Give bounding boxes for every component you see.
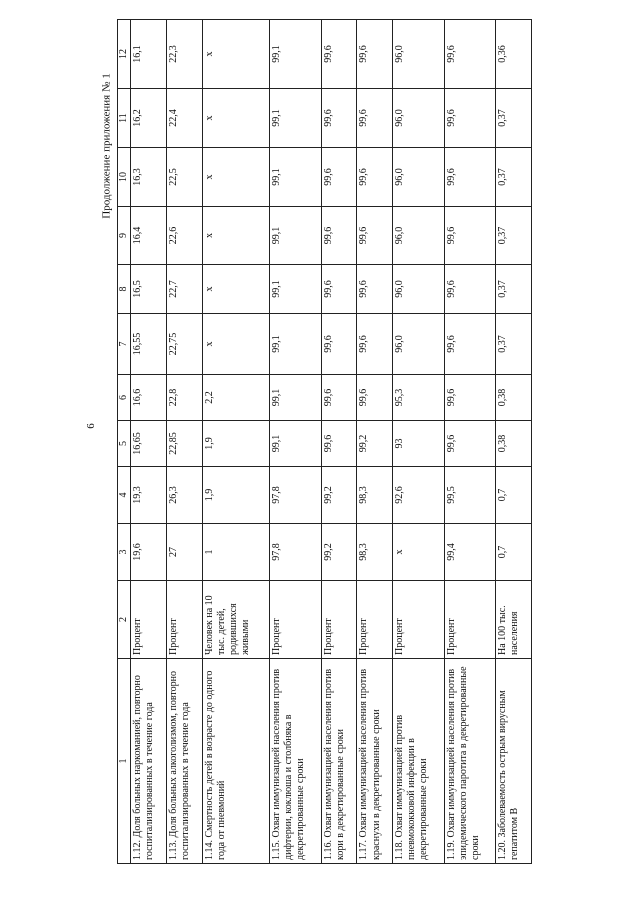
value-cell: 99,1 [270,89,322,148]
unit-cell: Человек на 10 тыс. детей, родившихся живыми [202,581,269,659]
value-cell: 0,38 [496,421,532,467]
value-cell: 99,6 [357,89,393,148]
value-cell: 1,9 [202,421,269,467]
column-header: 8 [118,265,131,314]
value-cell: 97,8 [270,467,322,524]
table-row [444,20,496,864]
value-cell: 99,6 [444,20,496,89]
value-cell: 99,1 [270,421,322,467]
value-cell: 99,6 [321,265,357,314]
value-cell: 1 [202,524,269,581]
value-cell: 22,5 [166,148,202,207]
indicator-name-cell: 1.20. Заболеваемость острым вирусным гепатитом В [496,659,532,864]
value-cell: 27 [166,524,202,581]
value-cell: 96,0 [393,20,445,89]
value-cell: 99,6 [321,314,357,375]
value-cell: 16,55 [131,314,167,375]
value-cell: 99,6 [357,375,393,421]
value-cell: 99,6 [357,314,393,375]
unit-cell: Процент [166,581,202,659]
indicators-table [117,19,532,864]
value-cell: 99,6 [357,207,393,265]
indicator-name-cell: 1.12. Доля больных наркоманией, повторно госпитализированных в течение года [131,659,167,864]
indicator-name-cell: 1.14. Смертность детей в возрасте до одного года от пневмоний [202,659,269,864]
indicator-name-cell: 1.16. Охват иммунизацией населения против кори в декретированные сроки [321,659,357,864]
value-cell: 93 [393,421,445,467]
column-header: 7 [118,314,131,375]
table-row [131,20,167,864]
value-cell: 95,3 [393,375,445,421]
unit-cell: На 100 тыс. населения [496,581,532,659]
value-cell: 22,75 [166,314,202,375]
value-cell: 22,85 [166,421,202,467]
value-cell: 16,5 [131,265,167,314]
table-row [321,20,357,864]
value-cell: 0,37 [496,148,532,207]
unit-cell: Процент [393,581,445,659]
unit-cell: Процент [321,581,357,659]
appendix-heading: Продолжение приложения № 1 [100,73,113,219]
column-header: 4 [118,467,131,524]
value-cell: 0,7 [496,467,532,524]
value-cell: 22,7 [166,265,202,314]
table-row [393,20,445,864]
value-cell: 0,37 [496,314,532,375]
value-cell: 99,2 [321,467,357,524]
value-cell: 99,6 [321,20,357,89]
table-header-row [118,20,131,864]
column-header: 2 [118,581,131,659]
value-cell: 16,1 [131,20,167,89]
value-cell: 2,2 [202,375,269,421]
value-cell: 0,36 [496,20,532,89]
column-header: 9 [118,207,131,265]
value-cell: x [202,207,269,265]
table-row [202,20,269,864]
value-cell: 99,6 [357,148,393,207]
value-cell: 99,1 [270,375,322,421]
table-row [357,20,393,864]
value-cell: 99,6 [321,89,357,148]
column-header: 11 [118,89,131,148]
column-header: 12 [118,20,131,89]
value-cell: 16,4 [131,207,167,265]
rotated-table-frame [117,20,532,864]
value-cell: 99,6 [444,265,496,314]
table-body [131,20,532,864]
value-cell: 16,3 [131,148,167,207]
value-cell: x [393,524,445,581]
table-row [270,20,322,864]
value-cell: 0,38 [496,375,532,421]
value-cell: 99,6 [357,20,393,89]
value-cell: x [202,89,269,148]
value-cell: 99,2 [357,421,393,467]
indicator-name-cell: 1.15. Охват иммунизацией населения против дифтерии, коклюша и столбняка в декретированные сроки [270,659,322,864]
column-header: 1 [118,659,131,864]
table-row [496,20,532,864]
value-cell: 99,1 [270,20,322,89]
page-number: 6 [84,423,97,429]
value-cell: 98,3 [357,524,393,581]
value-cell: 0,37 [496,207,532,265]
table-row [166,20,202,864]
value-cell: 0,7 [496,524,532,581]
value-cell: 99,6 [444,207,496,265]
value-cell: 16,2 [131,89,167,148]
value-cell: 19,3 [131,467,167,524]
value-cell: 99,6 [444,421,496,467]
value-cell: 22,4 [166,89,202,148]
unit-cell: Процент [357,581,393,659]
value-cell: x [202,265,269,314]
value-cell: 99,1 [270,265,322,314]
unit-cell: Процент [270,581,322,659]
value-cell: 96,0 [393,89,445,148]
indicator-name-cell: 1.19. Охват иммунизацией населения против эпидемического паротита в декретированные сроки [444,659,496,864]
indicator-name-cell: 1.13. Доля больных алкоголизмом, повторно госпитализированных в течение года [166,659,202,864]
value-cell: 99,6 [321,421,357,467]
value-cell: 99,1 [270,148,322,207]
value-cell: 99,1 [270,314,322,375]
value-cell: 22,3 [166,20,202,89]
value-cell: 99,6 [444,89,496,148]
value-cell: 0,37 [496,89,532,148]
value-cell: 96,0 [393,148,445,207]
value-cell: 92,6 [393,467,445,524]
value-cell: 98,3 [357,467,393,524]
column-header: 10 [118,148,131,207]
value-cell: 97,8 [270,524,322,581]
value-cell: 26,3 [166,467,202,524]
value-cell: 99,5 [444,467,496,524]
column-header: 6 [118,375,131,421]
value-cell: x [202,148,269,207]
value-cell: 19,6 [131,524,167,581]
unit-cell: Процент [444,581,496,659]
value-cell: 99,6 [321,375,357,421]
value-cell: 99,2 [321,524,357,581]
value-cell: 99,6 [357,265,393,314]
column-header: 5 [118,421,131,467]
value-cell: 99,6 [444,148,496,207]
value-cell: 1,9 [202,467,269,524]
value-cell: 22,6 [166,207,202,265]
value-cell: 99,4 [444,524,496,581]
value-cell: 99,6 [444,375,496,421]
value-cell: 99,6 [444,314,496,375]
value-cell: 22,8 [166,375,202,421]
value-cell: 16,6 [131,375,167,421]
value-cell: x [202,314,269,375]
indicator-name-cell: 1.17. Охват иммунизацией населения против краснухи в декретированные сроки [357,659,393,864]
value-cell: 96,0 [393,314,445,375]
value-cell: 96,0 [393,265,445,314]
column-header: 3 [118,524,131,581]
value-cell: x [202,20,269,89]
indicator-name-cell: 1.18. Охват иммунизацией против пневмококковой инфекции в декретированные сроки [393,659,445,864]
value-cell: 0,37 [496,265,532,314]
value-cell: 99,6 [321,148,357,207]
value-cell: 16,65 [131,421,167,467]
value-cell: 99,1 [270,207,322,265]
value-cell: 99,6 [321,207,357,265]
unit-cell: Процент [131,581,167,659]
value-cell: 96,0 [393,207,445,265]
